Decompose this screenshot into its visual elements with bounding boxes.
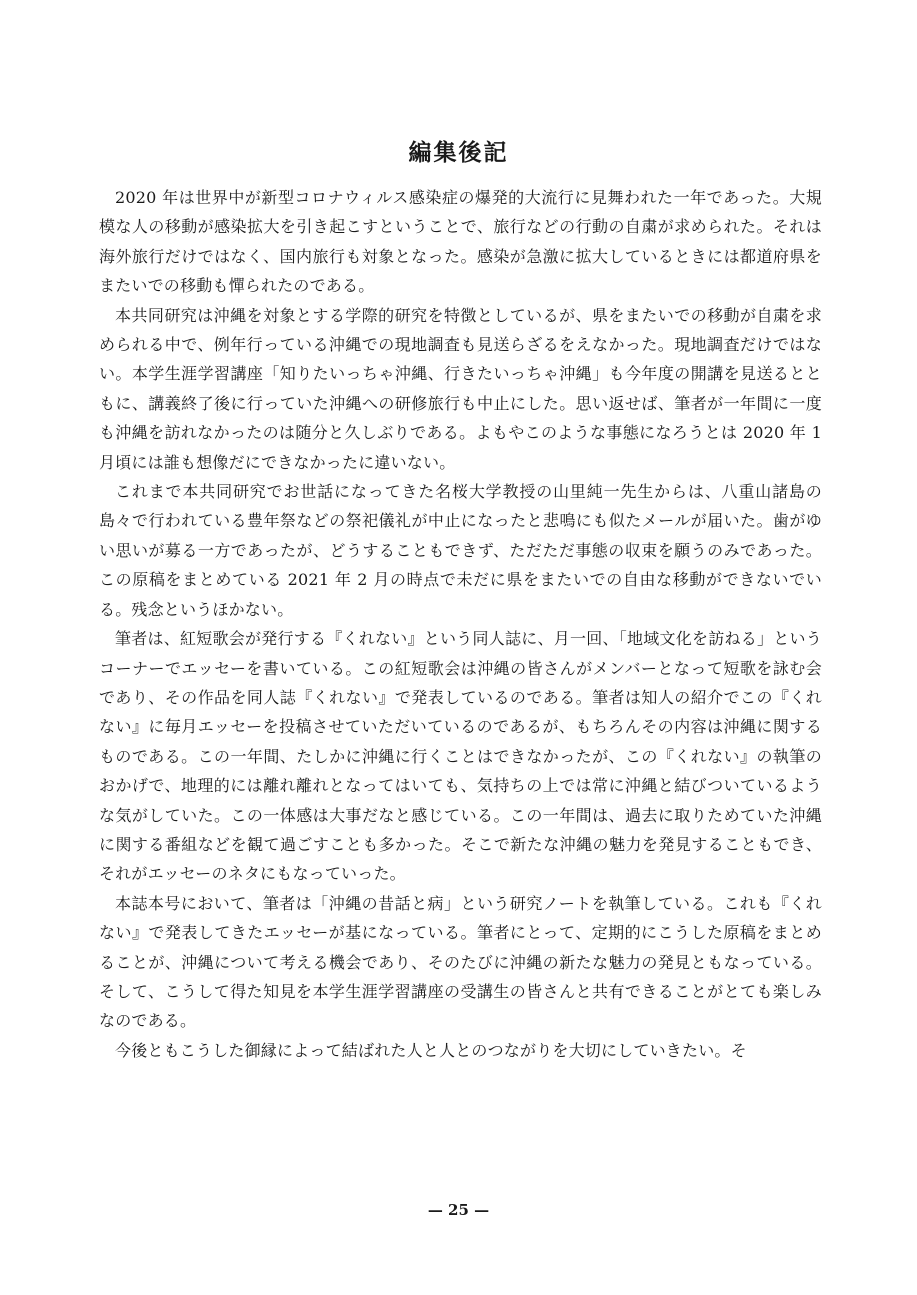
paragraph: 本誌本号において、筆者は「沖縄の昔話と病」という研究ノートを執筆している。これも『くれない』で発表してきたエッセーが基になっている。筆者にとって、定期的にこうした原稿をまとめることが、沖縄について考える機会であり、そのたびに沖縄の新たな魅力の発見ともなっている。そして、こうして得た知見を本学生涯学習講座の受講生の皆さんと共有できることがとても楽しみなのである。 — [99, 893, 822, 1031]
paragraph: 本共同研究は沖縄を対象とする学際的研究を特徴としているが、県をまたいでの移動が自粛を求められる中で、例年行っている沖縄での現地調査も見送らざるをえなかった。現地調査だけではない。本学生涯学習講座「知りたいっちゃ沖縄、行きたいっちゃ沖縄」も今年度の開講を見送るとともに、講義終了後に行っていた沖縄への研修旅行も中止にした。思い返せば、筆者が一年間に一度も沖縄を訪れなかったのは随分と久しぶりである。よもやこのような事態になろうとは 2020 年 1 月頃には誰も想像だにできなかったに違いない。 — [99, 305, 822, 472]
page-title: 編集後記 — [408, 139, 509, 166]
body-text — [99, 183, 822, 1065]
paragraph: これまで本共同研究でお世話になってきた名桜大学教授の山里純一先生からは、八重山諸島の島々で行われている豊年祭などの祭祀儀礼が中止になったと悲鳴にも似たメールが届いた。歯がゆい思いが募る一方であったが、どうすることもできず、ただただ事態の収束を願うのみであった。この原稿をまとめている 2021 年 2 月の時点で未だに県をまたいでの自由な移動ができないでいる。残念というほかない。 — [99, 482, 822, 619]
paragraph: 今後ともこうした御縁によって結ばれた人と人とのつながりを大切にしていきたい。そ — [115, 1040, 747, 1060]
paragraph: 筆者は、紅短歌会が発行する『くれない』という同人誌に、月一回、「地域文化を訪ねる」というコーナーでエッセーを書いている。この紅短歌会は沖縄の皆さんがメンバーとなって短歌を詠む会であり、その作品を同人誌『くれない』で発表しているのである。筆者は知人の紹介でこの『くれない』に毎月エッセーを投稿させていただいているのであるが、もちろんその内容は沖縄に関するものである。この一年間、たしかに沖縄に行くことはできなかったが、この『くれない』の執筆のおかげで、地理的には離れ離れとなってはいても、気持ちの上では常に沖縄と結びついているような気がしていた。この一体感は大事だなと感じている。この一年間は、過去に取りためていた沖縄に関する番組などを観て過ごすことも多かった。そこで新たな沖縄の魅力を発見することもでき、それがエッセーのネタにもなっていった。 — [99, 629, 822, 884]
paragraph: 2020 年は世界中が新型コロナウィルス感染症の爆発的大流行に見舞われた一年であった。大規模な人の移動が感染拡大を引き起こすということで、旅行などの行動の自粛が求められた。それは海外旅行だけではなく、国内旅行も対象となった。感染が急激に拡大しているときには都道府県をまたいでの移動も憚られたのである。 — [99, 188, 822, 296]
page-number: — 25 — — [427, 1201, 490, 1219]
